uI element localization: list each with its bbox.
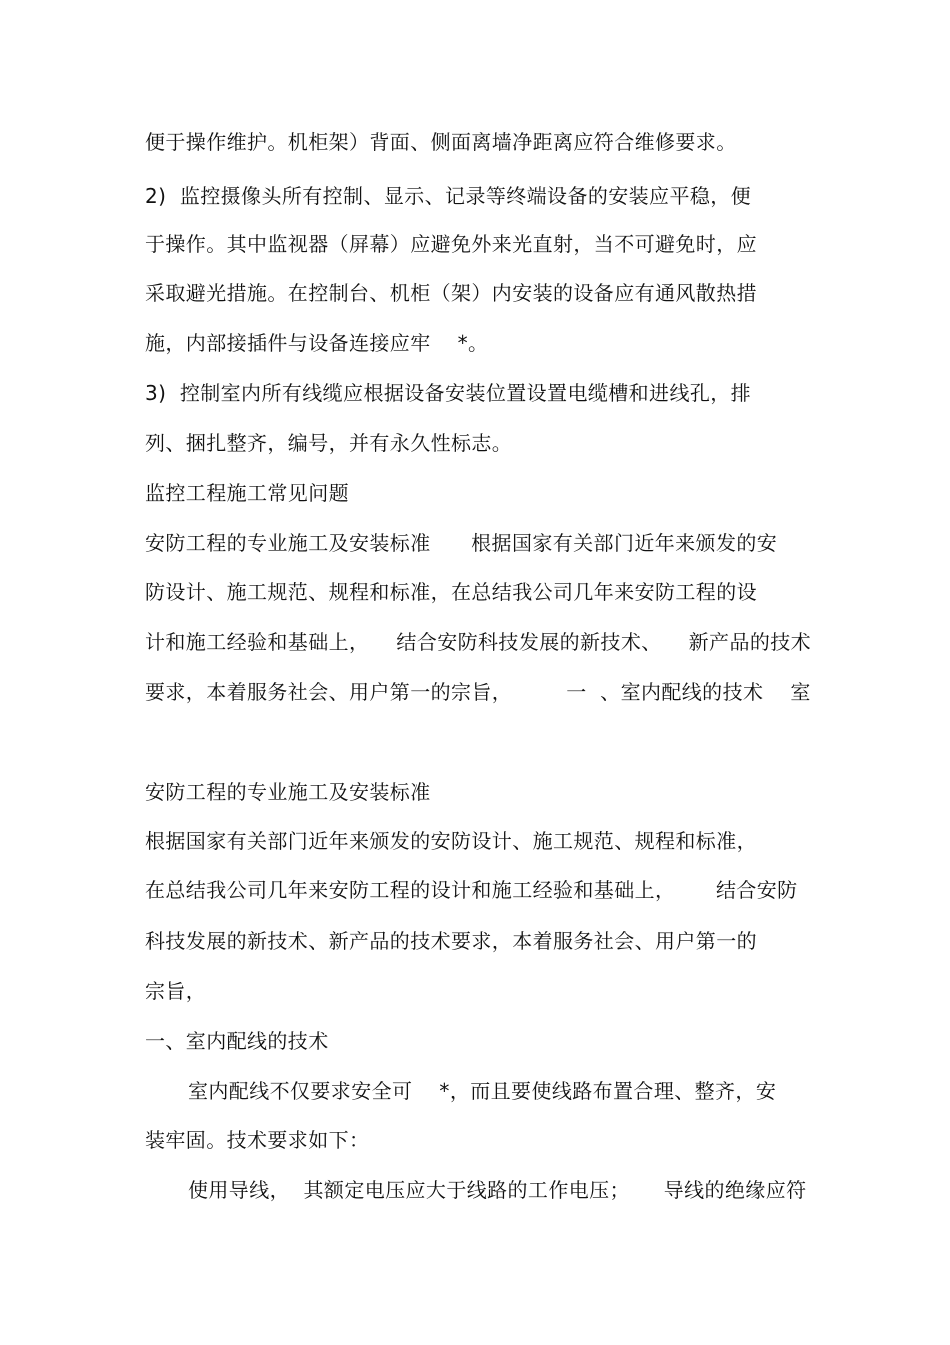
paragraph-line: 防设计、施工规范、规程和标准，在总结我公司几年来安防工程的设 xyxy=(145,580,757,604)
section-heading: 安防工程的专业施工及安装标准 xyxy=(145,780,431,804)
paragraph-line: 科技发展的新技术、新产品的技术要求，本着服务社会、用户第一的 xyxy=(145,929,757,953)
paragraph-line: 根据国家有关部门近年来颁发的安防设计、施工规范、规程和标准， xyxy=(145,829,757,853)
paragraph-line: 要求，本着服务社会、用户第一的宗旨， 一 、室内配线的技术 室 xyxy=(145,680,811,704)
section-heading: 一、室内配线的技术 xyxy=(145,1029,329,1053)
paragraph-line: 室内配线不仅要求安全可 *，而且要使线路布置合理、整齐，安 xyxy=(188,1079,777,1103)
paragraph-line: 宗旨， xyxy=(145,979,207,1003)
paragraph-line: 2) 监控摄像头所有控制、显示、记录等终端设备的安装应平稳，便 xyxy=(145,184,752,208)
paragraph-line: 在总结我公司几年来安防工程的设计和施工经验和基础上， 结合安防 xyxy=(145,878,798,902)
paragraph-line: 采取避光措施。在控制台、机柜（架）内安装的设备应有通风散热措 xyxy=(145,281,757,305)
paragraph-line: 便于操作维护。机柜架）背面、侧面离墙净距离应符合维修要求。 xyxy=(145,130,737,154)
paragraph-line: 安防工程的专业施工及安装标准 根据国家有关部门近年来颁发的安 xyxy=(145,531,778,555)
paragraph-line: 于操作。其中监视器（屏幕）应避免外来光直射，当不可避免时，应 xyxy=(145,232,757,256)
paragraph-line: 施，内部接插件与设备连接应牢 *。 xyxy=(145,331,489,355)
paragraph-line: 列、捆扎整齐，编号，并有永久性标志。 xyxy=(145,431,513,455)
paragraph-line: 使用导线， 其额定电压应大于线路的工作电压； 导线的绝缘应符 xyxy=(188,1178,807,1202)
paragraph-line: 计和施工经验和基础上， 结合安防科技发展的新技术、 新产品的技术 xyxy=(145,630,812,654)
section-heading: 监控工程施工常见问题 xyxy=(145,481,349,505)
paragraph-line: 装牢固。技术要求如下： xyxy=(145,1128,370,1152)
paragraph-line: 3) 控制室内所有线缆应根据设备安装位置设置电缆槽和进线孔，排 xyxy=(145,381,752,405)
